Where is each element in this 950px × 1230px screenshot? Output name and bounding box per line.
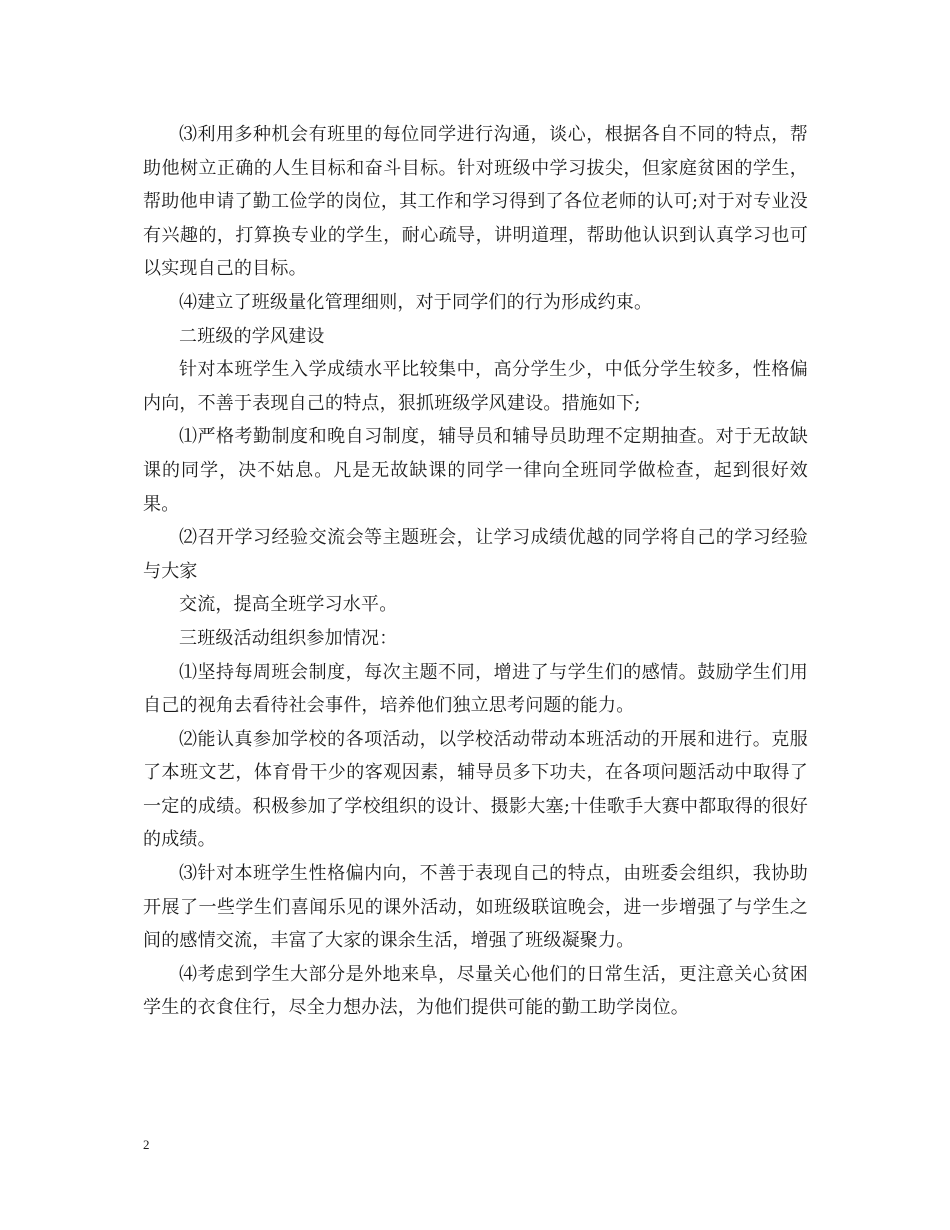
paragraph-1-weekly-meeting: ⑴坚持每周班会制度，每次主题不同，增进了与学生们的感情。鼓励学生们用自己的视角去看待社会事件，培养他们独立思考问题的能力。: [143, 661, 808, 717]
section-heading-study-style: 二班级的学风建设: [179, 325, 325, 347]
paragraph-2-school-activities: ⑵能认真参加学校的各项活动，以学校活动带动本班活动的开展和进行。克服了本班文艺，体育骨干少的客观因素，辅导员多下功夫，在各项问题活动中取得了一定的成绩。积极参加了学校组织的设计、摄影大塞;十佳歌手大赛中都取得的很好的成绩。: [143, 728, 808, 851]
paragraph-study-style-intro: 针对本班学生入学成绩水平比较集中，高分学生少，中低分学生较多，性格偏内向，不善于表现自己的特点，狠抓班级学风建设。措施如下;: [143, 359, 808, 414]
section-heading-activities: 三班级活动组织参加情况：: [179, 627, 398, 649]
paragraph-1-attendance: ⑴严格考勤制度和晚自习制度，辅导员和辅导员助理不定期抽查。对于无故缺课的同学，决不姑息。凡是无故缺课的同学一律向全班同学做检查，起到很好效果。: [143, 426, 808, 515]
page-number: 2: [143, 1137, 150, 1152]
paragraph-3-communication: ⑶利用多种机会有班里的每位同学进行沟通，谈心，根据各自不同的特点，帮助他树立正确的人生目标和奋斗目标。针对班级中学习拔尖，但家庭贫困的学生，帮助他申请了勤工俭学的岗位，其工作和学习得到了各位老师的认可;对于对专业没有兴趣的，打算换专业的学生，耐心疏导，讲明道理，帮助他认识到认真学习也可以实现自己的目标。: [143, 124, 808, 280]
paragraph-3-extracurricular: ⑶针对本班学生性格偏内向，不善于表现自己的特点，由班委会组织，我协助开展了一些学生们喜闻乐见的课外活动，如班级联谊晚会，进一步增强了与学生之间的感情交流，丰富了大家的课余生活，增强了班级凝聚力。: [143, 863, 808, 952]
document-body: [143, 118, 808, 1025]
paragraph-2-continuation: 交流，提高全班学习水平。: [179, 594, 398, 616]
paragraph-4-management-rules: ⑷建立了班级量化管理细则，对于同学们的行为形成约束。: [179, 291, 653, 313]
paragraph-2-experience-meeting: ⑵召开学习经验交流会等主题班会，让学习成绩优越的同学将自己的学习经验与大家: [143, 527, 808, 582]
paragraph-4-student-care: ⑷考虑到学生大部分是外地来阜，尽量关心他们的日常生活，更注意关心贫困学生的衣食住行，尽全力想办法，为他们提供可能的勤工助学岗位。: [143, 963, 808, 1019]
